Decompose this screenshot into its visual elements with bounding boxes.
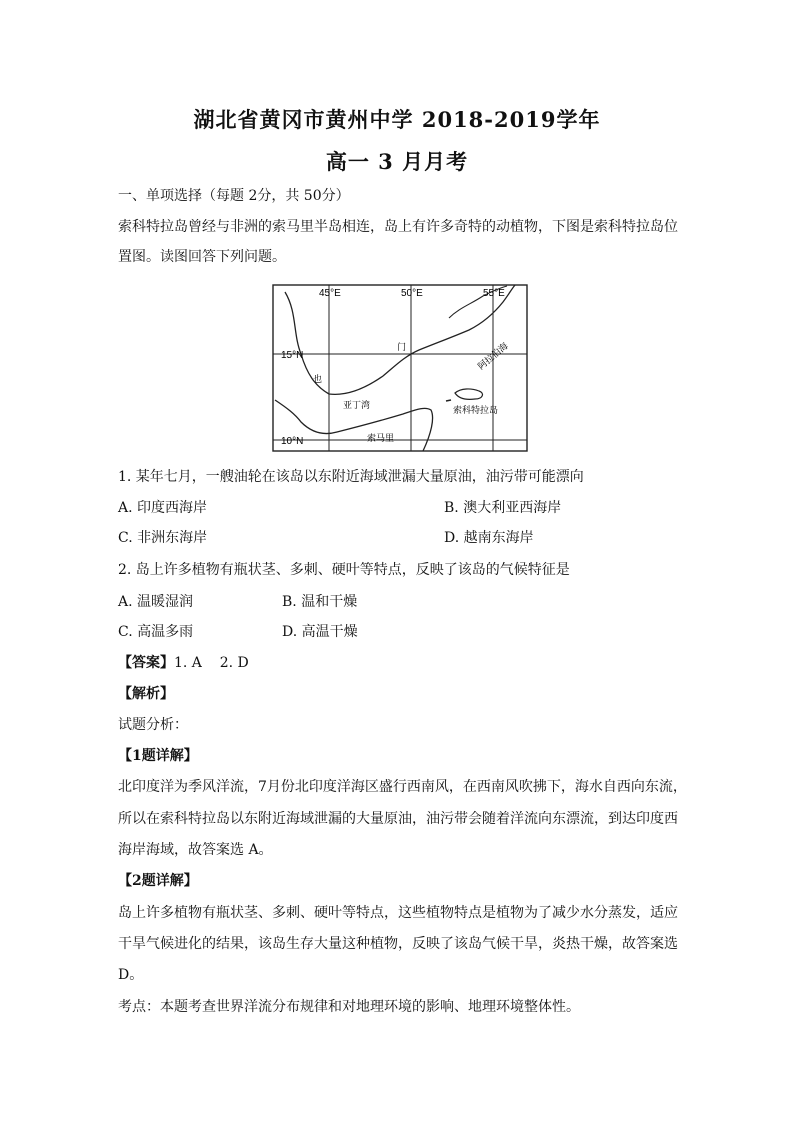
q2-detail-line-2: 干旱气候进化的结果，该岛生存大量这种植物，反映了该岛气候干旱，炎热干燥，故答案选 [118, 936, 678, 952]
intro-line-1: 索科特拉岛曾经与非洲的索马里半岛相连，岛上有许多奇特的动植物，下图是索科特拉岛位 [118, 219, 678, 235]
question-1-option-c: C. 非洲东海岸 [118, 530, 208, 546]
label-yemen-men: 门 [397, 343, 407, 353]
q2-detail-line-1: 岛上许多植物有瓶状茎、多刺、硬叶等特点，这些植物特点是植物为了减少水分蒸发，适应 [118, 905, 678, 921]
question-1-option-a: A. 印度西海岸 [118, 500, 208, 516]
q2-detail-line-3: D。 [118, 967, 144, 983]
section-header: 一、单项选择（每题 2分，共 50分） [118, 188, 350, 204]
q1-detail-label: 【1题详解】 [118, 748, 198, 764]
lat-label-10: 10°N [281, 436, 304, 447]
lon-label-45: 45°E [319, 288, 341, 299]
question-1-stem: 1. 某年七月，一艘油轮在该岛以东附近海域泄漏大量原油，油污带可能漂向 [118, 469, 584, 485]
q2-detail-label: 【2题详解】 [118, 873, 198, 889]
question-2-option-c: C. 高温多雨 [118, 624, 194, 640]
socotra-location-map [271, 282, 531, 454]
question-2-option-d: D. 高温干燥 [282, 624, 358, 640]
lon-label-50: 50°E [401, 288, 423, 299]
title-line-2: 高一 3 月月考 [325, 149, 469, 174]
question-2-stem: 2. 岛上许多植物有瓶状茎、多刺、硬叶等特点，反映了该岛的气候特征是 [118, 562, 570, 578]
label-arabian-sea: 阿拉伯海 [476, 341, 511, 373]
question-2-option-b: B. 温和干燥 [282, 594, 358, 610]
label-socotra: 索科特拉岛 [453, 406, 499, 416]
answer-value: 1. A 2. D [174, 655, 249, 671]
q1-detail-line-1: 北印度洋为季风洋流，7月份北印度洋海区盛行西南风，在西南风吹拂下，海水自西向东流， [118, 779, 687, 795]
kaodian-line: 考点：本题考查世界洋流分布规律和对地理环境的影响、地理环境整体性。 [118, 999, 580, 1015]
q1-detail-line-2: 所以在索科特拉岛以东附近海域泄漏的大量原油，油污带会随着洋流向东漂流，到达印度西 [118, 811, 678, 827]
label-somalia: 索马里 [367, 434, 395, 444]
label-gulf-of-aden: 亚丁湾 [343, 401, 371, 411]
analysis-intro: 试题分析： [118, 717, 188, 733]
question-1-option-b: B. 澳大利亚西海岸 [444, 500, 562, 516]
question-2-option-a: A. 温暖湿润 [118, 594, 194, 610]
lon-label-55: 55°E [483, 288, 505, 299]
map-frame [273, 285, 527, 451]
answer-label: 【答案】 [118, 655, 174, 671]
title-line-1: 湖北省黄冈市黄州中学 2018-2019学年 [193, 107, 601, 132]
answer-line [118, 653, 249, 673]
label-yemen-ye: 也 [313, 375, 323, 385]
q1-detail-line-3: 海岸海域，故答案选 A。 [118, 842, 273, 858]
question-1-option-d: D. 越南东海岸 [444, 530, 534, 546]
intro-line-2: 置图。读图回答下列问题。 [118, 249, 286, 265]
abd-al-kuri-islet [446, 400, 451, 401]
lat-label-15: 15°N [281, 350, 304, 361]
analysis-label: 【解析】 [118, 686, 174, 702]
